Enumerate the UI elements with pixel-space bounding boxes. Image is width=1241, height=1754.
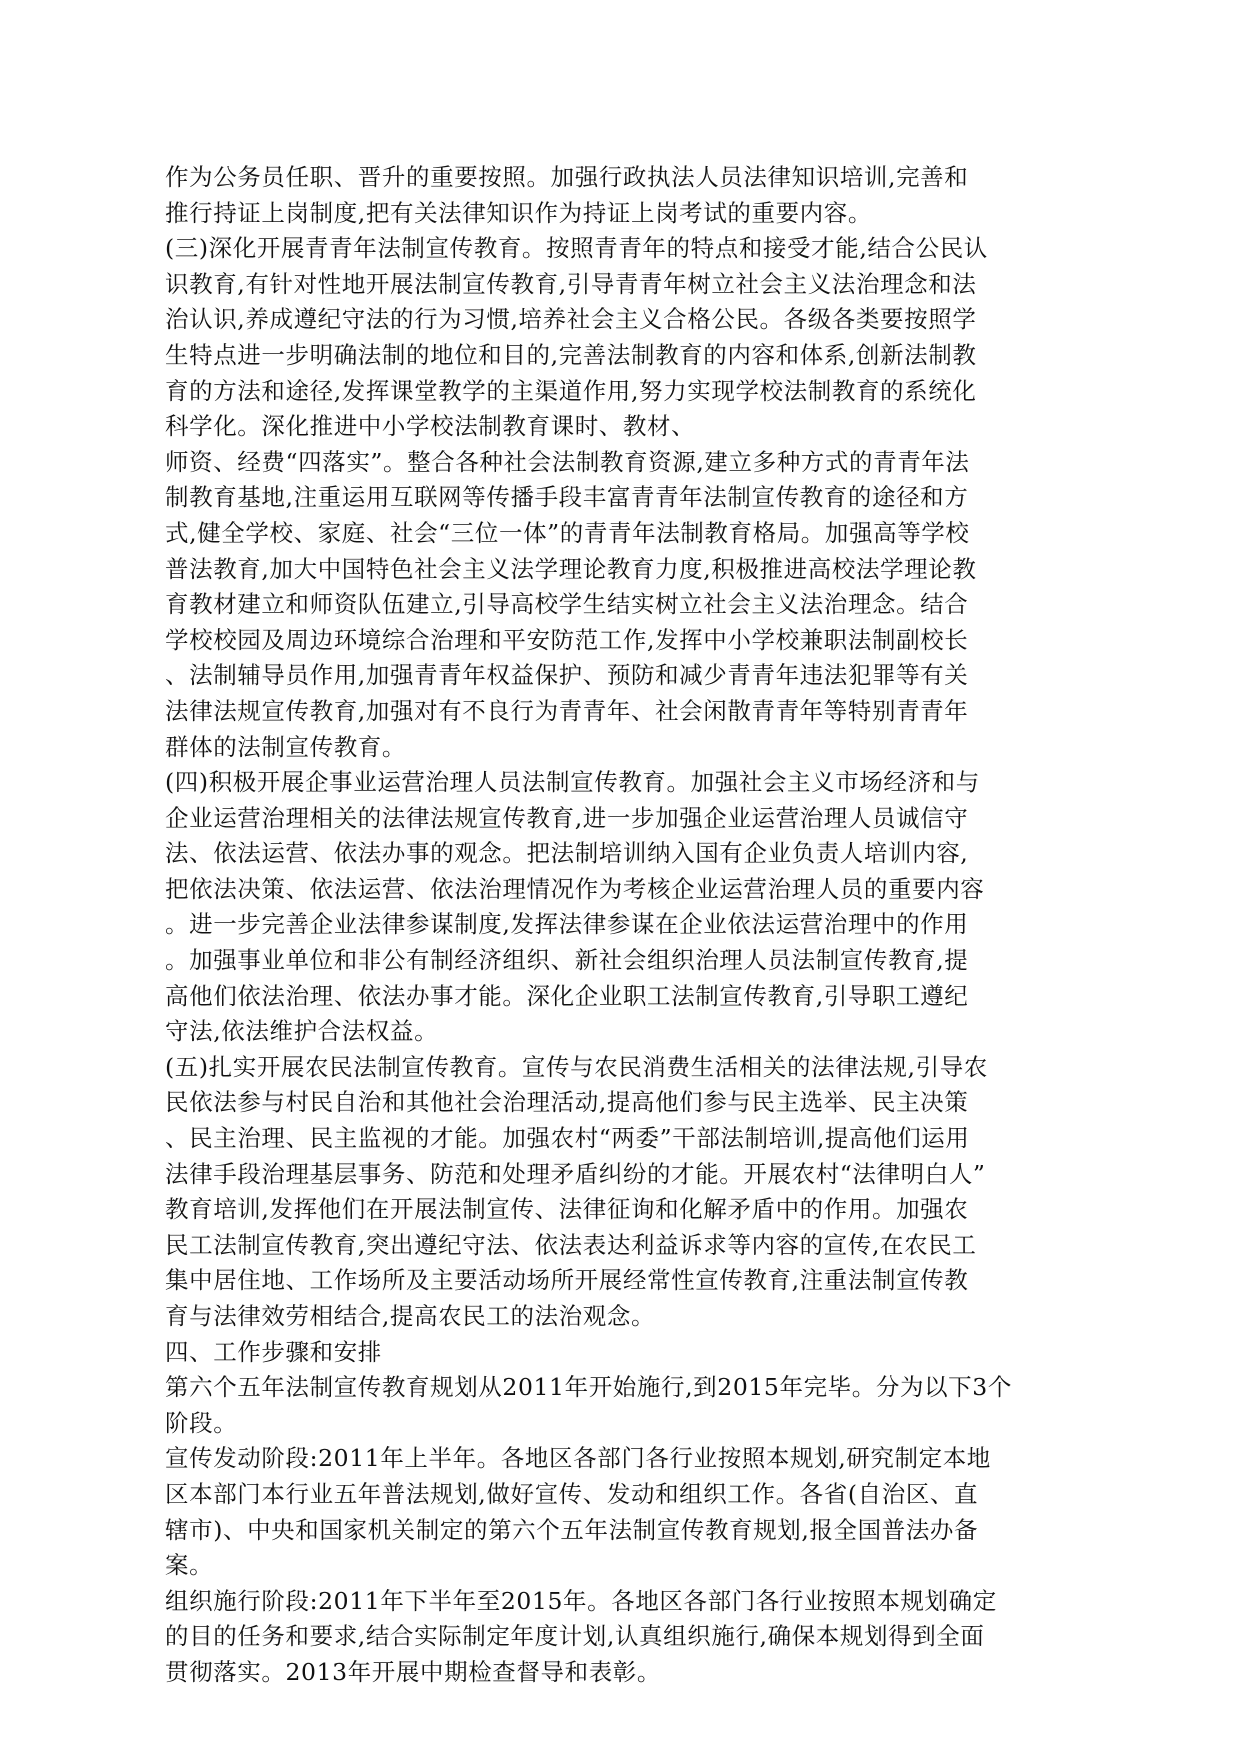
text-line: 案。 xyxy=(165,1551,214,1580)
text-line: 民依法参与村民自治和其他社会治理活动,提高他们参与民主选举、民主决策 xyxy=(165,1088,969,1117)
text-line: 的目的任务和要求,结合实际制定年度计划,认真组织施行,确保本规划得到全面 xyxy=(165,1622,985,1651)
text-line: 、民主治理、民主监视的才能。加强农村“两委”干部法制培训,提高他们运用 xyxy=(165,1124,970,1153)
text-line: 推行持证上岗制度,把有关法律知识作为持证上岗考试的重要内容。 xyxy=(165,198,872,227)
text-line: 民工法制宣传教育,突出遵纪守法、依法表达利益诉求等内容的宣传,在农民工 xyxy=(165,1230,977,1259)
text-line: 育与法律效劳相结合,提高农民工的法治观念。 xyxy=(165,1302,656,1330)
text-line: 制教育基地,注重运用互联网等传播手段丰富青青年法制宣传教育的途径和方 xyxy=(165,483,969,512)
text-line: 宣传发动阶段:2011年上半年。各地区各部门各行业按照本规划,研究制定本地 xyxy=(165,1444,991,1473)
text-line: 组织施行阶段:2011年下半年至2015年。各地区各部门各行业按照本规划确定 xyxy=(165,1586,997,1615)
text-line: 法、依法运营、依法办事的观念。把法制培训纳入国有企业负责人培训内容, xyxy=(165,839,969,868)
text-line: 科学化。深化推进中小学校法制教育课时、教材、 xyxy=(165,412,696,441)
text-line: 守法,依法维护合法权益。 xyxy=(165,1017,439,1046)
text-line: 群体的法制宣传教育。 xyxy=(165,732,406,761)
text-line: 把依法决策、依法运营、依法治理情况作为考核企业运营治理人员的重要内容 xyxy=(165,874,985,903)
text-line: 育的方法和途径,发挥课堂教学的主渠道作用,努力实现学校法制教育的系统化 xyxy=(165,376,977,405)
text-line: 阶段。 xyxy=(165,1408,238,1437)
text-line: 法律手段治理基层事务、防范和处理矛盾纠纷的才能。开展农村“法律明白人” xyxy=(165,1159,986,1188)
text-line: 辖市)、中央和国家机关制定的第六个五年法制宣传教育规划,报全国普法办备 xyxy=(165,1515,979,1544)
text-line: 识教育,有针对性地开展法制宣传教育,引导青青年树立社会主义法治理念和法 xyxy=(165,269,977,298)
text-line: 企业运营治理相关的法律法规宣传教育,进一步加强企业运营治理人员诚信守 xyxy=(165,803,969,832)
text-line: 法律法规宣传教育,加强对有不良行为青青年、社会闲散青青年等特别青青年 xyxy=(165,696,969,725)
text-line: 师资、经费“四落实”。整合各种社会法制教育资源,建立多种方式的青青年法 xyxy=(165,447,970,476)
text-line: 普法教育,加大中国特色社会主义法学理论教育力度,积极推进高校法学理论教 xyxy=(165,554,977,583)
text-line: 区本部门本行业五年普法规划,做好宣传、发动和组织工作。各省(自治区、直 xyxy=(165,1479,979,1508)
text-line: 育教材建立和师资队伍建立,引导高校学生结实树立社会主义法治理念。结合 xyxy=(165,590,969,619)
text-line: 教育培训,发挥他们在开展法制宣传、法律征询和化解矛盾中的作用。加强农 xyxy=(165,1195,969,1224)
text-line: (三)深化开展青青年法制宣传教育。按照青青年的特点和接受才能,结合公民认 xyxy=(165,234,988,263)
text-line: 生特点进一步明确法制的地位和目的,完善法制教育的内容和体系,创新法制教 xyxy=(165,340,977,369)
text-line: (四)积极开展企事业运营治理人员法制宣传教育。加强社会主义市场经济和与 xyxy=(165,768,980,797)
text-line: 贯彻落实。2013年开展中期检查督导和表彰。 xyxy=(165,1657,662,1686)
document-body xyxy=(165,160,1065,1691)
text-line: 。进一步完善企业法律参谋制度,发挥法律参谋在企业依法运营治理中的作用 xyxy=(165,910,969,939)
text-line: 式,健全学校、家庭、社会“三位一体”的青青年法制教育格局。加强高等学校 xyxy=(165,518,970,547)
text-line: 高他们依法治理、依法办事才能。深化企业职工法制宣传教育,引导职工遵纪 xyxy=(165,981,969,1010)
text-line: 集中居住地、工作场所及主要活动场所开展经常性宣传教育,注重法制宣传教 xyxy=(165,1266,969,1295)
text-line: 第六个五年法制宣传教育规划从2011年开始施行,到2015年完毕。分为以下3个 xyxy=(165,1373,1012,1402)
text-line: 、法制辅导员作用,加强青青年权益保护、预防和减少青青年违法犯罪等有关 xyxy=(165,661,969,690)
text-line: (五)扎实开展农民法制宣传教育。宣传与农民消费生活相关的法律法规,引导农 xyxy=(165,1052,988,1081)
text-line: 作为公务员任职、晋升的重要按照。加强行政执法人员法律知识培训,完善和 xyxy=(165,163,969,191)
text-line: 四、工作步骤和安排 xyxy=(165,1337,382,1366)
text-line: 。加强事业单位和非公有制经济组织、新社会组织治理人员法制宣传教育,提 xyxy=(165,946,969,975)
text-line: 学校校园及周边环境综合治理和平安防范工作,发挥中小学校兼职法制副校长 xyxy=(165,625,969,654)
text-line: 治认识,养成遵纪守法的行为习惯,培养社会主义合格公民。各级各类要按照学 xyxy=(165,305,977,334)
